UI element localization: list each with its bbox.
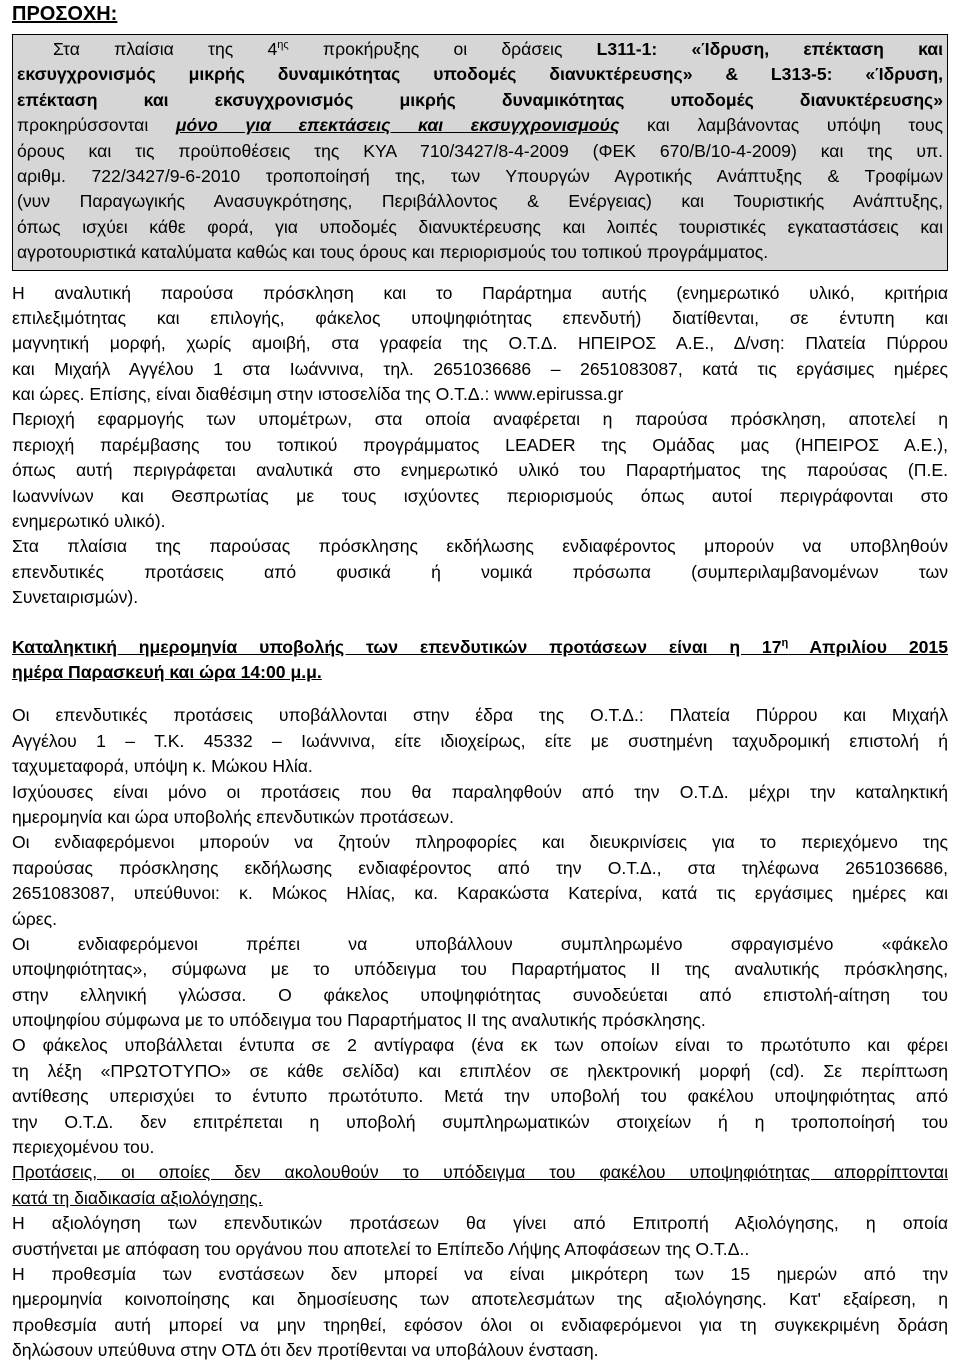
paragraph-line: Συνεταιρισμών).: [12, 587, 139, 608]
body-text: [12, 281, 948, 1364]
paragraph-line: ταχυμεταφορά, υπόψη κ. Μώκου Ηλία.: [12, 756, 313, 777]
deadline-text: Απριλίου 2015: [788, 636, 948, 657]
paragraph-line: Περιοχή εφαρμογής των υπομέτρων, στα οποία αναφέρεται η παρούσα πρόσκληση, αποτελεί η: [12, 409, 948, 430]
paragraph-line: Η προθεσμία των ενστάσεων δεν μπορεί να είναι μικρότερη των 15 ημερών από την: [12, 1263, 948, 1284]
notice-text: προκηρύσσονται: [17, 115, 176, 136]
notice-box: [12, 34, 948, 271]
paragraph-line: Οι ενδιαφερόμενοι πρέπει να υποβάλλουν συμπληρωμένο σφραγισμένο «φάκελο: [12, 933, 948, 954]
paragraph-line: και Μιχαήλ Αγγέλου 1 στα Ιωάννινα, τηλ. 2651036686 – 2651083087, κατά τις εργάσιμες ημέρες: [12, 358, 948, 379]
notice-bold-text: L311-1: «Ίδρυση, επέκταση και: [596, 39, 944, 59]
paragraph-line: παρούσας πρόσκλησης εκδήλωσης ενδιαφέροντος από την Ο.Τ.Δ., στα τηλέφωνα 2651036686,: [12, 857, 948, 878]
paragraph-line: υποψηφίου σύμφωνα με το υπόδειγμα του Παραρτήματος ΙΙ της αναλυτικής πρόσκλησης.: [12, 1010, 706, 1031]
paragraph-line: και ώρες. Επίσης, είναι διαθέσιμη στην ιστοσελίδα της Ο.Τ.Δ.: www.epirussa.gr: [12, 384, 624, 405]
notice-line: [17, 113, 943, 138]
paragraph-line: 2651083087, υπεύθυνοι: κ. Μώκος Ηλίας, κα. Καρακώστα Κατερίνα, κατά τις εργάσιμες ημέρες και: [12, 883, 948, 904]
spacer: [12, 611, 948, 635]
paragraph-line: περιεχομένου του.: [12, 1137, 155, 1158]
notice-text: και λαμβάνοντας υπόψη τους: [619, 115, 943, 136]
attention-heading: ΠΡΟΣΟΧΗ:: [12, 3, 118, 25]
notice-emphasis: μόνο για επεκτάσεις και εκσυγχρονισμούς: [175, 115, 620, 136]
paragraph-line: ημερομηνία και ώρα υποβολής επενδυτικών προτάσεων.: [12, 806, 454, 827]
notice-line: (νυν Παραγωγικής Ανασυγκρότησης, Περιβάλλοντος & Ενέργειας) και Τουριστικής Ανάπτυξης,: [17, 191, 943, 212]
paragraph-line: Ιωαννίνων και Θεσπρωτίας με τους ισχύοντες περιορισμούς όπως αυτοί περιγράφονται στο: [12, 485, 948, 506]
paragraph-line: Αγγέλου 1 – Τ.Κ. 45332 – Ιωάννινα, είτε ιδιοχείρως, είτε με συστημένη ταχυδρομική επιστολή ή: [12, 730, 948, 751]
notice-line: αγροτουριστικά καταλύματα καθώς και τους όρους και περιορισμούς του τοπικού προγράμματος.: [17, 242, 769, 263]
paragraph-line: ενημερωτικό υλικό).: [12, 511, 166, 532]
paragraph-line: δηλώσουν υπεύθυνα στην ΟΤΔ ότι δεν προτίθενται να υποβάλουν ένσταση.: [12, 1340, 599, 1361]
paragraph-line: Η αναλυτική παρούσα πρόσκληση και το Παράρτημα αυτής (ενημερωτικό υλικό, κριτήρια: [12, 282, 948, 303]
paragraph-line: Ισχύουσες είναι μόνο οι προτάσεις που θα παραληφθούν από την Ο.Τ.Δ. μέχρι την καταληκτική: [12, 781, 948, 802]
document-page: [12, 0, 948, 1364]
notice-text: προκήρυξης οι δράσεις: [288, 39, 597, 59]
deadline-line: [12, 635, 948, 660]
paragraph-line: Στα πλαίσια της παρούσας πρόσκλησης εκδήλωσης ενδιαφέροντος μπορούν να υποβληθούν: [12, 536, 948, 557]
spacer: [12, 685, 948, 703]
notice-line: επέκταση και εκσυγχρονισμός μικρής δυναμικότητας υποδομές διανυκτέρευσης»: [17, 89, 943, 110]
notice-line: όρους και τις προϋποθέσεις της ΚΥΑ 710/3427/8-4-2009 (ΦΕΚ 670/Β/10-4-2009) και της υπ.: [17, 140, 943, 161]
notice-line: [17, 37, 943, 62]
paragraph-line: προθεσμία αυτή μπορεί να μην τηρηθεί, εφόσον όλοι οι ενδιαφερόμενοι για τη συγκεκριμένη δράση: [12, 1314, 948, 1335]
paragraph-line: ημερομηνία κοινοποίησης και δημοσίευσης των αποτελεσμάτων της αξιολόγησης. Κατ' εξαίρεση, η: [12, 1289, 948, 1310]
paragraph-line: τη λέξη «ΠΡΩΤΟΤΥΠΟ» σε κάθε σελίδα) και επιπλέον σε ηλεκτρονική μορφή (cd). Σε περίπτωση: [12, 1060, 948, 1081]
paragraph-line: επενδυτικές προτάσεις από φυσικά ή νομικά πρόσωπα (συμπεριλαμβανομένων των: [12, 561, 948, 582]
paragraph-line: την Ο.Τ.Δ. δεν επιτρέπεται η υποβολή συμπληρωματικών στοιχείων ή η τροποποίησή του: [12, 1111, 948, 1132]
paragraph-line: στην ελληνική γλώσσα. Ο φάκελος υποψηφιότητας συνοδεύεται από επιστολή-αίτηση του: [12, 984, 948, 1005]
paragraph-line: συστήνεται με απόφαση του οργάνου που αποτελεί το Επίπεδο Λήψης Αποφάσεων της Ο.Τ.Δ..: [12, 1238, 750, 1259]
paragraph-line: Ο φάκελος υποβάλλεται έντυπα σε 2 αντίγραφα (ένα εκ των οποίων είναι το πρωτότυπο και φέρει: [12, 1035, 948, 1056]
paragraph-line: αντίθεσης υπερισχύει το έντυπο πρωτότυπο. Μετά την υποβολή του φακέλου υποψηφιότητας από: [12, 1086, 948, 1107]
paragraph-line: Η αξιολόγηση των επενδυτικών προτάσεων θα γίνει από Επιτροπή Αξιολόγησης, η οποία: [12, 1213, 948, 1234]
paragraph-line: Οι επενδυτικές προτάσεις υποβάλλονται στην έδρα της Ο.Τ.Δ.: Πλατεία Πύρρου και Μιχαήλ: [12, 705, 948, 726]
notice-line: εκσυγχρονισμός μικρής δυναμικότητας υποδομές διανυκτέρευσης» & L313-5: «Ίδρυση,: [17, 64, 943, 85]
paragraph-line: περιοχή παρέμβασης του τοπικού προγράμματος LEADER της Ομάδας μας (ΗΠΕΙΡΟΣ Α.Ε.),: [12, 434, 948, 455]
deadline-text: Καταληκτική ημερομηνία υποβολής των επενδυτικών προτάσεων είναι η 17: [12, 636, 782, 657]
deadline-line: ημέρα Παρασκευή και ώρα 14:00 μ.μ.: [12, 661, 322, 682]
notice-text: Στα πλαίσια της 4: [53, 39, 278, 59]
paragraph-line: όπως αυτή περιγράφεται αναλυτικά στο ενημερωτικό υλικό του Παραρτήματος της παρούσας (Π.Ε.: [12, 460, 948, 481]
paragraph-line: Οι ενδιαφερόμενοι μπορούν να ζητούν πληροφορίες και διευκρινίσεις για το περιεχόμενο της: [12, 832, 948, 853]
notice-line: όπως ισχύει κάθε φορά, για υποδομές διανυκτέρευσης και λοιπές τουριστικές εγκαταστάσεις και: [17, 216, 943, 237]
paragraph-line: υποψηφιότητας», σύμφωνα με το υπόδειγμα του Παραρτήματος ΙΙ της αναλυτικής πρόσκλησης,: [12, 959, 948, 980]
paragraph-line: επιλεξιμότητας και επιλογής, φάκελος υποψηφιότητας επενδυτή) διατίθενται, σε έντυπη και: [12, 307, 948, 328]
paragraph-line: Προτάσεις, οι οποίες δεν ακολουθούν το υπόδειγμα του φακέλου υποψηφιότητας απορρίπτονται: [12, 1162, 948, 1183]
paragraph-line: κατά τη διαδικασία αξιολόγησης.: [12, 1187, 263, 1208]
deadline-superscript: η: [781, 636, 789, 649]
paragraph-line: μαγνητική μορφή, χωρίς αμοιβή, στα γραφεία της Ο.Τ.Δ. ΗΠΕΙΡΟΣ Α.Ε., Δ/νση: Πλατεία Πύρρου: [12, 333, 948, 354]
notice-superscript: ης: [277, 39, 289, 51]
notice-line: αριθμ. 722/3427/9-6-2010 τροποποίησή της, των Υπουργών Αγροτικής Ανάπτυξης & Τροφίμων: [17, 165, 943, 186]
paragraph-line: ώρες.: [12, 908, 57, 929]
